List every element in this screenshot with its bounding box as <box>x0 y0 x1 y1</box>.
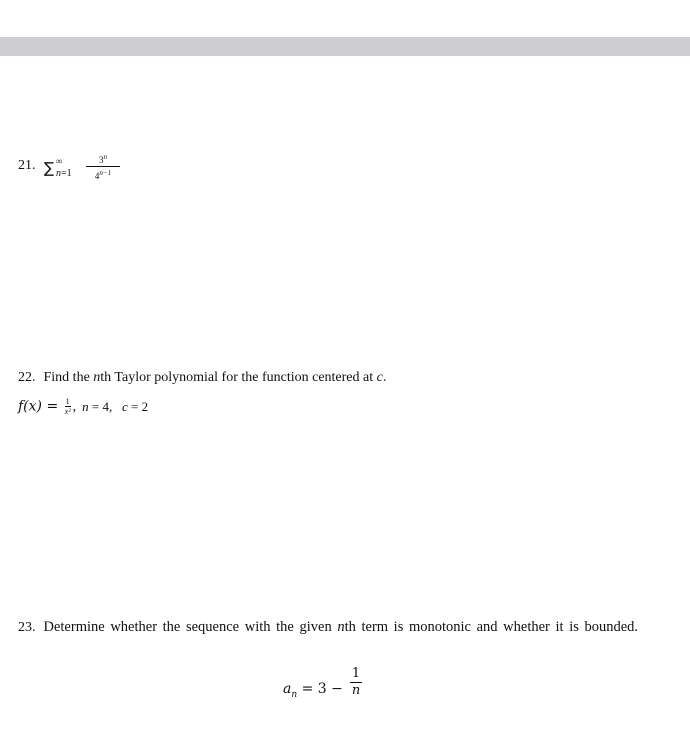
param-c-val: = 2 <box>127 398 149 414</box>
series-term-fraction <box>86 152 120 181</box>
series-expression <box>44 154 134 180</box>
numerator-base: 3 <box>99 155 104 165</box>
prompt-part-a: Determine whether the sequence with the given <box>43 619 338 635</box>
problem-23-number: 23. <box>18 620 36 635</box>
prompt-nth-var: n <box>93 370 101 385</box>
prompt-part-a: Find the <box>43 370 94 385</box>
prompt-nth-var: n <box>337 619 345 635</box>
sequence-formula <box>283 664 393 708</box>
summation-lower-limit <box>56 168 72 179</box>
problem-23 <box>18 618 640 700</box>
series-denominator <box>86 167 120 181</box>
param-n-var: n <box>82 398 89 414</box>
numerator-exponent: n <box>103 153 107 161</box>
function-lhs: f(x) = <box>18 398 63 415</box>
sequence-numerator: 1 <box>351 666 361 681</box>
series-numerator <box>86 152 120 167</box>
prompt-part-b: th term is monotonic and whether it is bounded. <box>344 619 639 635</box>
problem-22 <box>18 370 678 420</box>
problem-23-prompt <box>18 618 640 637</box>
sequence-fraction <box>350 666 362 699</box>
summation-upper-limit: ∞ <box>56 156 63 166</box>
problem-22-number: 22. <box>18 370 36 385</box>
prompt-end: . <box>382 370 387 385</box>
sequence-lhs <box>283 681 343 700</box>
top-gray-bar <box>0 37 690 56</box>
param-c-var: c <box>121 398 128 414</box>
function-denominator: x² <box>64 407 71 416</box>
function-numerator: 1 <box>65 397 70 406</box>
sequence-denominator: n <box>351 683 361 698</box>
summation-start: =1 <box>61 168 72 179</box>
prompt-c-var: c <box>376 370 383 385</box>
prompt-part-b: th Taylor polynomial for the function centered at <box>100 370 377 385</box>
problem-21-number: 21. <box>18 158 36 173</box>
summation-index: n <box>56 168 61 179</box>
sequence-rhs: = 3 − <box>301 681 343 697</box>
problem-22-function <box>18 398 678 420</box>
sequence-var: a <box>283 681 292 697</box>
function-fraction <box>65 397 71 416</box>
param-n-val: = 4, <box>88 398 113 414</box>
problem-22-prompt <box>18 370 678 386</box>
summation-symbol: ∑ <box>44 159 55 177</box>
sequence-sub: n <box>291 689 298 700</box>
function-params <box>82 399 148 414</box>
denominator-base: 4 <box>94 171 100 181</box>
function-comma: , <box>72 399 77 415</box>
denominator-exponent: n−1 <box>99 169 112 177</box>
